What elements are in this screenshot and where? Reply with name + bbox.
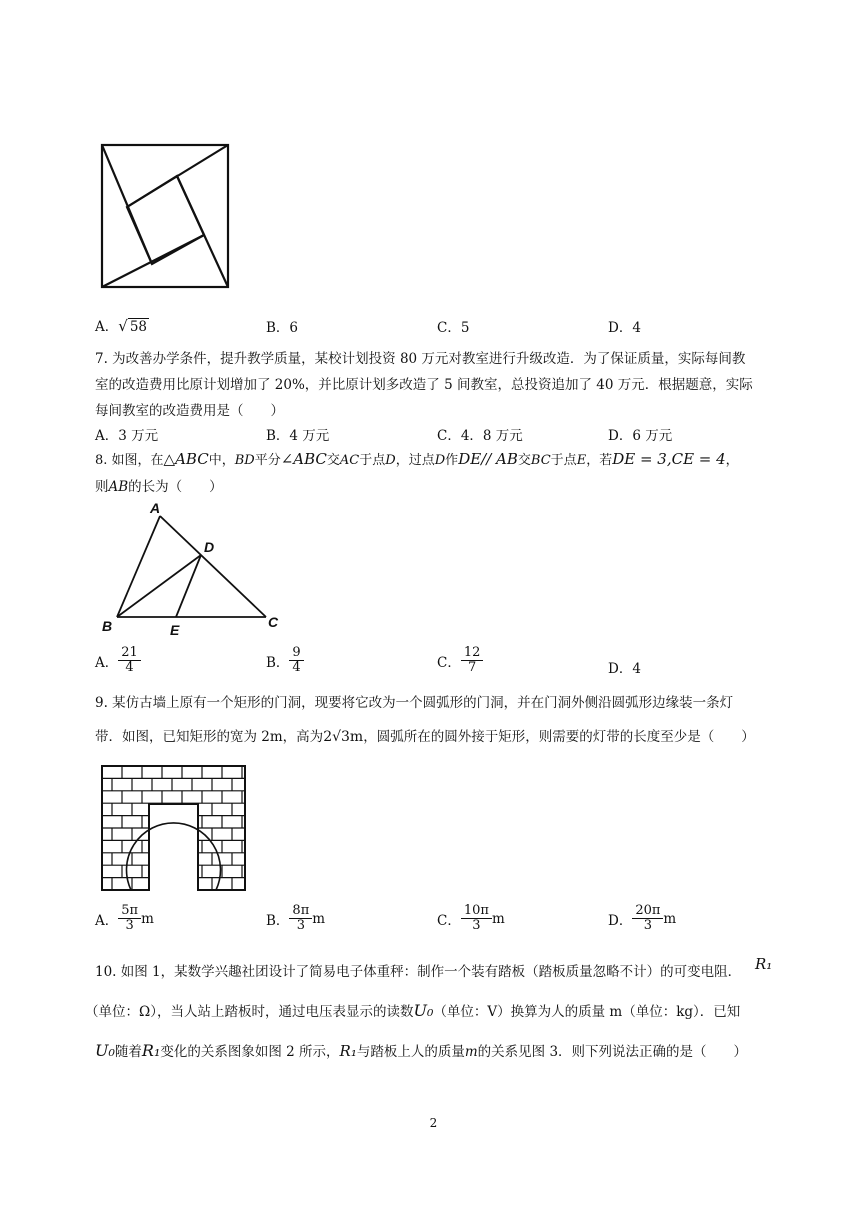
q9-text-line-1: 9. 某仿古墙上原有一个矩形的门洞，现要将它改为一个圆弧形的门洞，并在门洞外侧沿圆弧形边缘装一条灯	[95, 695, 734, 711]
q8-option-d: D．4	[608, 661, 641, 677]
q9-option-b: B． $\frac{8\pi}{3}$ m	[266, 903, 326, 934]
q10-text-line-1: 10. 如图 1，某数学兴趣社团设计了简易电子体重秤：制作一个装有踏板（踏板质量忽略不计）的可变电阻．	[95, 964, 742, 980]
q8-text-line-1: 8. 如图，在△ABC中，BD平分∠ABC交AC于点D，过点D作DE// AB交BC于点E，若DE = 3,CE = 4，	[95, 450, 739, 468]
q10-text-line-3: U₀随着R₁变化的关系图象如图 2 所示，R₁与踏板上人的质量m的关系见图 3．则下列说法正确的是（ ）	[95, 1041, 748, 1060]
q6-option-d: D．4	[608, 320, 641, 336]
q8-label-a: A	[150, 500, 161, 516]
q7-option-d: D．6 万元	[608, 428, 673, 444]
q8-option-c-fraction: $\frac{12}{7}$	[461, 646, 484, 676]
q9-option-c: C． $\frac{10\pi}{3}$ m	[437, 903, 505, 934]
q10-r1-symbol: R₁	[755, 955, 773, 973]
q6-option-a-letter: A．	[95, 319, 119, 335]
q6-option-a-radicand: 58	[129, 319, 147, 335]
q8-option-a-fraction: $\frac{21}{4}$	[118, 646, 141, 676]
q7-text-line-2: 室的改造费用比原计划增加了 20%，并比原计划多改造了 5 间教室，总投资追加了 40 万元．根据题意，实际	[95, 377, 753, 393]
q7-option-b: B．4 万元	[266, 428, 330, 444]
q7-option-a: A．3 万元	[95, 428, 159, 444]
q8-option-b: B． $\frac{9}{4}$	[266, 646, 304, 676]
q6-option-b: B．6	[266, 320, 299, 336]
q8-label-c: C	[268, 614, 279, 630]
q8-label-b: B	[102, 618, 113, 634]
q9-height-value: 2√3m	[323, 729, 364, 745]
q8-option-c: C． $\frac{12}{7}$	[437, 646, 483, 676]
q8-text-line-2: 则AB的长为（ ）	[95, 479, 223, 495]
q7-text-line-3: 每间教室的改造费用是（ ）	[95, 403, 284, 419]
q8-label-d: D	[204, 539, 215, 555]
q9-option-a: A． $\frac{5\pi}{3}$ m	[95, 903, 154, 934]
q6-option-a-sqrt	[118, 317, 149, 335]
q10-text-line-2: （单位：Ω），当人站上踏板时，通过电压表显示的读数U₀（单位：V）换算为人的质量 m（单位：kg）．已知	[85, 1001, 741, 1020]
sqrt-sign-icon: √	[118, 317, 128, 335]
q9-option-d: D． $\frac{20\pi}{3}$ m	[608, 903, 677, 934]
q8-label-e: E	[170, 622, 180, 638]
q6-option-a	[95, 315, 149, 335]
q7-text-line-1: 7. 为改善办学条件，提升教学质量，某校计划投资 80 万元对教室进行升级改造．为了保证质量，实际每间教	[95, 351, 746, 367]
q9-brick-wall-figure	[102, 766, 247, 892]
q9-text-line-2: 带．如图，已知矩形的宽为 2m，高为2√3m，圆弧所在的圆外接于矩形，则需要的灯带的长度至少是（ ）	[95, 729, 755, 745]
q6-square-figure	[100, 143, 230, 289]
q6-option-c: C．5	[437, 320, 470, 336]
q8-option-b-fraction: $\frac{9}{4}$	[289, 646, 303, 676]
page-number: 2	[429, 1116, 438, 1130]
q8-option-a: A． $\frac{21}{4}$	[95, 646, 141, 676]
q8-triangle-figure	[100, 500, 290, 640]
q7-option-c: C．4．8 万元	[437, 428, 523, 444]
